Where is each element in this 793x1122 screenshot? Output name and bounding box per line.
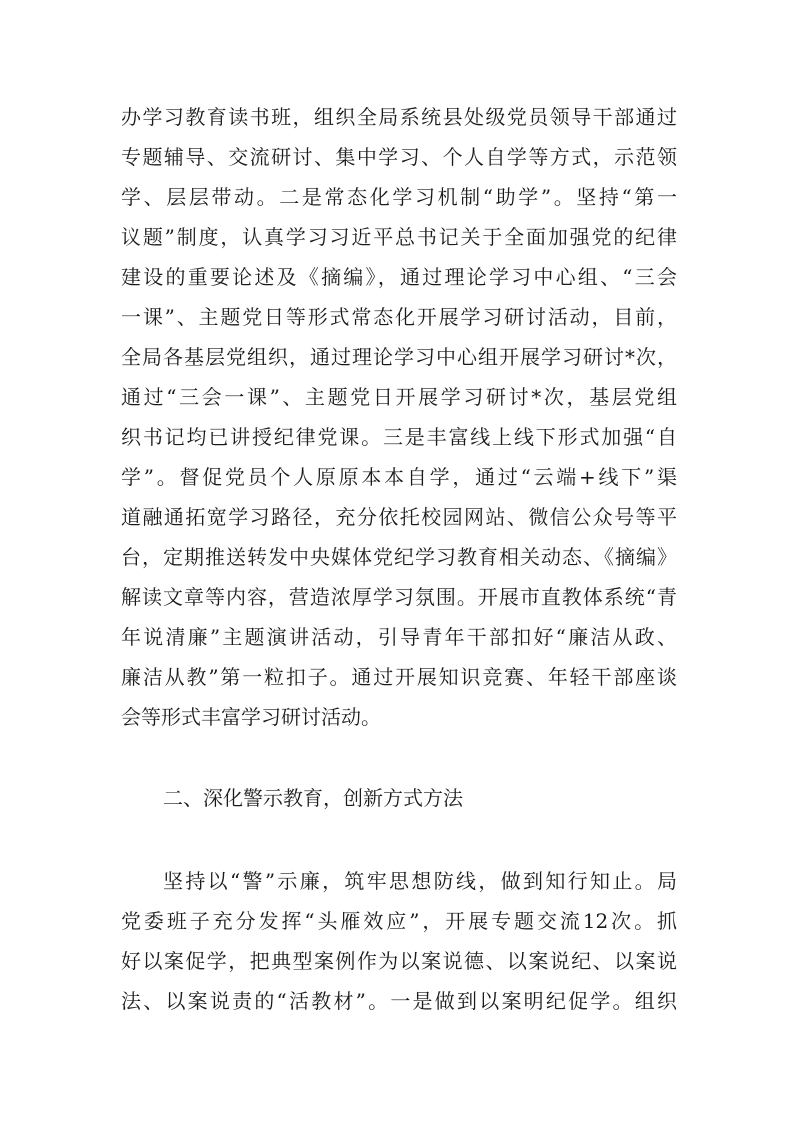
text-line: 台，定期推送转发中央媒体党纪学习教育相关动态、《摘编》: [121, 545, 677, 569]
section-heading: 二、深化警示教育，创新方式方法: [163, 786, 463, 810]
text-line: 廉洁从教”第一粒扣子。通过开展知识竞赛、年轻干部座谈: [121, 665, 677, 689]
text-line: 解读文章等内容，营造浓厚学习氛围。开展市直教体系统“青: [121, 585, 677, 609]
text-line: 道融通拓宽学习路径，充分依托校园网站、微信公众号等平: [121, 505, 677, 529]
text-line: 学、层层带动。二是常态化学习机制“助学”。坚持“第一: [121, 185, 677, 209]
text-line: 建设的重要论述及《摘编》，通过理论学习中心组、“三会: [121, 265, 677, 289]
text-line: 全局各基层党组织，通过理论学习中心组开展学习研讨*次，: [121, 345, 677, 369]
text-line: 一课”、主题党日等形式常态化开展学习研讨活动，目前，: [121, 305, 677, 329]
text-line: 法、以案说责的“活教材”。一是做到以案明纪促学。组织: [121, 989, 677, 1013]
text-line: 好以案促学，把典型案例作为以案说德、以案说纪、以案说: [121, 949, 677, 973]
text-line: 议题”制度，认真学习习近平总书记关于全面加强党的纪律: [121, 225, 677, 249]
text-line: 通过“三会一课”、主题党日开展学习研讨*次，基层党组: [121, 385, 677, 409]
text-line: 党委班子充分发挥“头雁效应”，开展专题交流12次。抓: [121, 909, 677, 933]
text-line: 专题辅导、交流研讨、集中学习、个人自学等方式，示范领: [121, 145, 677, 169]
text-line: 会等形式丰富学习研讨活动。: [121, 705, 381, 729]
text-line: 织书记均已讲授纪律党课。三是丰富线上线下形式加强“自: [121, 425, 677, 449]
text-line: 学”。督促党员个人原原本本自学，通过“云端+线下”渠: [121, 465, 677, 489]
text-line: 年说清廉”主题演讲活动，引导青年干部扣好“廉洁从政、: [121, 625, 677, 649]
text-line: 坚持以“警”示廉，筑牢思想防线，做到知行知止。局: [163, 869, 677, 893]
text-line: 办学习教育读书班，组织全局系统县处级党员领导干部通过: [121, 105, 677, 129]
